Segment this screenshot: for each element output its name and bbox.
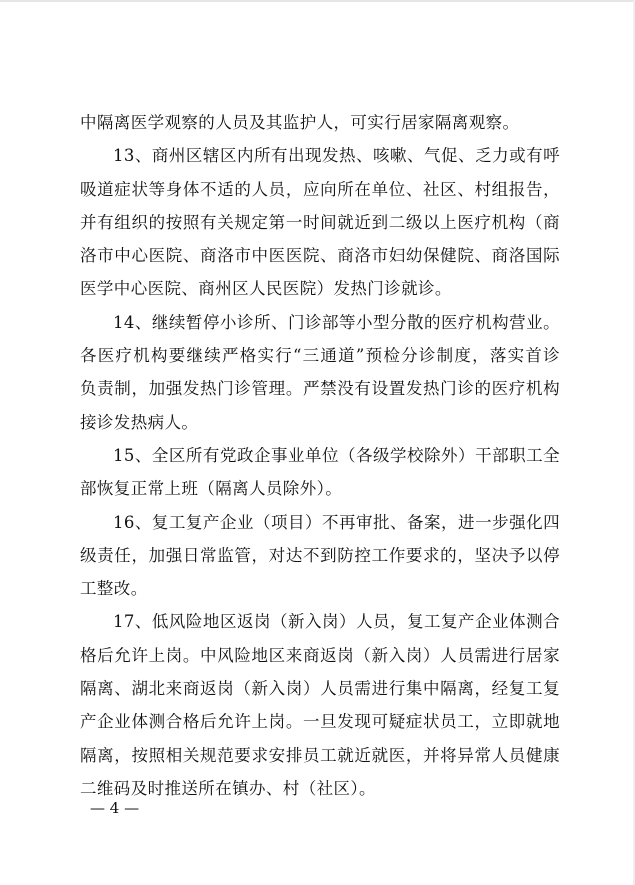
text-line: 负责制，加强发热门诊管理。严禁没有设置发热门诊的医疗机构: [80, 379, 560, 399]
paragraph-item-14: [80, 306, 560, 439]
paragraph: [80, 106, 560, 139]
text-line: 二维码及时推送所在镇办、村（社区）。: [80, 778, 376, 798]
text-line: 吸道症状等身体不适的人员，应向所在单位、社区、村组报告，: [80, 179, 560, 199]
page-edge: [0, 0, 635, 2]
paragraph-item-16: [80, 506, 560, 606]
text-line: 14、继续暂停小诊所、门诊部等小型分散的医疗机构营业。: [113, 312, 560, 332]
text-line: 隔离、湖北来商返岗（新入岗）人员需进行集中隔离，经复工复: [80, 679, 560, 699]
page-number: — 4 —: [90, 799, 140, 817]
text-line: 级责任，加强日常监管，对达不到防控工作要求的，坚决予以停: [80, 545, 560, 565]
text-line: 工整改。: [80, 579, 148, 599]
text-line: 各医疗机构要继续严格实行“三通道”预检分诊制度，落实首诊: [80, 346, 560, 366]
text-line: 15、全区所有党政企事业单位（各级学校除外）干部职工全: [113, 445, 560, 465]
text-line: 并有组织的按照有关规定第一时间就近到二级以上医疗机构（商: [80, 212, 560, 232]
paragraph-item-15: [80, 439, 560, 506]
text-line: 中隔离医学观察的人员及其监护人，可实行居家隔离观察。: [80, 113, 520, 132]
text-line: 产企业体测合格后允许上岗。一旦发现可疑症状员工，立即就地: [80, 712, 560, 732]
document-body: [80, 106, 560, 805]
paragraph-item-13: [80, 139, 560, 305]
text-line: 接诊发热病人。: [80, 412, 199, 432]
paragraph-item-17: [80, 605, 560, 805]
text-line: 医学中心医院、商州区人民医院）发热门诊就诊。: [80, 279, 452, 299]
text-line: 隔离，按照相关规范要求安排员工就近就医，并将异常人员健康: [80, 745, 560, 765]
text-line: 格后允许上岗。中风险地区来商返岗（新入岗）人员需进行居家: [80, 645, 560, 665]
text-line: 13、商州区辖区内所有出现发热、咳嗽、气促、乏力或有呼: [113, 146, 560, 166]
text-line: 17、低风险地区返岗（新入岗）人员，复工复产企业体测合: [113, 612, 560, 632]
text-line: 洛市中心医院、商洛市中医医院、商洛市妇幼保健院、商洛国际: [80, 246, 560, 266]
text-line: 16、复工复产企业（项目）不再审批、备案，进一步强化四: [113, 512, 560, 532]
text-line: 部恢复正常上班（隔离人员除外）。: [80, 479, 343, 499]
